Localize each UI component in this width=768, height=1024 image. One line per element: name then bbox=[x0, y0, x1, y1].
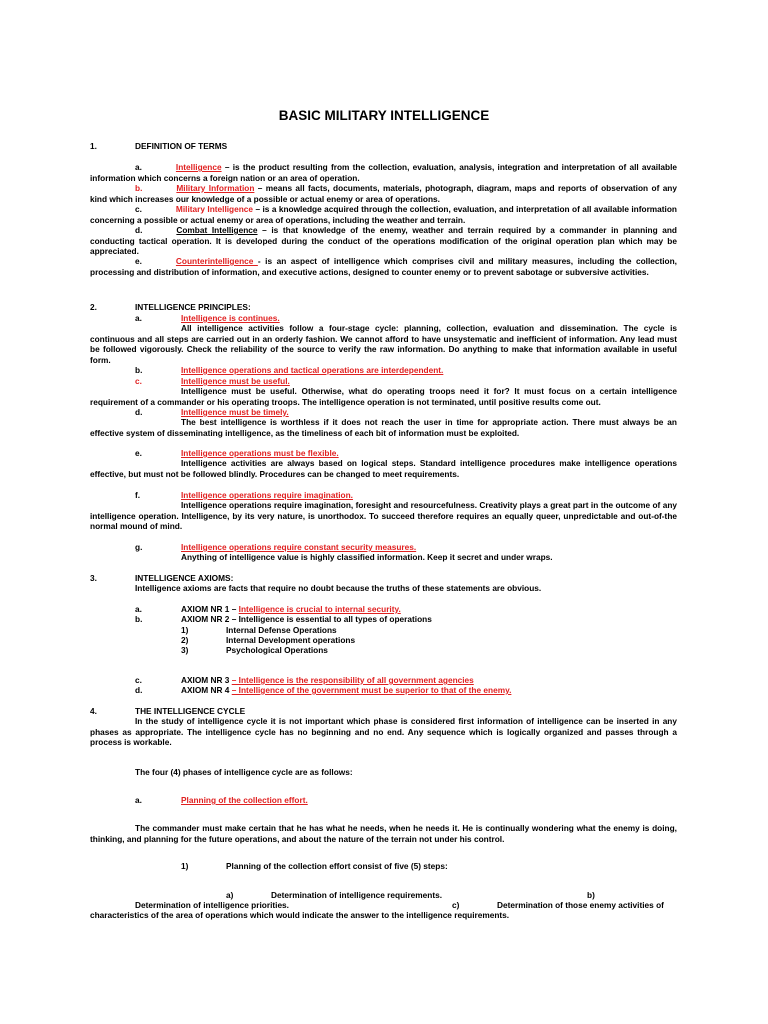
axiom-3-title: – Intelligence is the responsibility of all government agencies bbox=[231, 675, 474, 685]
principle-f-text: Intelligence operations require imagination, foresight and resourcefulness. Creativity plays a great part in the outcome of any intelligence operation. Intelligence, by its very nature, is unorthodox. To succeed therefore requires an equally queer, unpredictable and out-of-the normal mound of mind. bbox=[90, 500, 677, 531]
step-1-num: 1) bbox=[181, 861, 189, 871]
step-c-text-start: Determination of those enemy activities of bbox=[497, 900, 664, 910]
item-letter: b. bbox=[135, 183, 143, 193]
axiom-4: AXIOM NR 4 – Intelligence of the government must be superior to that of the enemy. bbox=[181, 685, 512, 695]
section-3-heading: INTELLIGENCE AXIOMS: bbox=[135, 573, 234, 583]
axiom-2-sub-1-num: 1) bbox=[181, 625, 189, 635]
principle-e-letter: e. bbox=[135, 448, 142, 458]
section-2-number: 2. bbox=[90, 302, 97, 312]
definition-a bbox=[90, 162, 677, 183]
principle-g-text: Anything of intelligence value is highly classified information. Keep it secret and under wraps. bbox=[181, 552, 553, 562]
principle-a-letter: a. bbox=[135, 313, 142, 323]
principle-f-letter: f. bbox=[135, 490, 141, 500]
principle-a-title: Intelligence is continues. bbox=[181, 313, 280, 323]
term-combat-intelligence: Combat Intelligence bbox=[176, 225, 258, 235]
definition-text: – is that knowledge of the enemy, weather and terrain required by a commander in planning and conducting tactical operation. It is developed during the conduct of the operations modification of the original operation plan which may be appreciated. bbox=[90, 225, 677, 256]
axiom-b-letter: b. bbox=[135, 614, 143, 624]
item-letter: d. bbox=[135, 225, 143, 235]
principle-c-text: Intelligence must be useful. Otherwise, what do operating troops need it for? It must focus on a certain intelligence requirement of a commander or his operating troops. The intelligence operation is not terminated, until positive results come out. bbox=[90, 386, 677, 407]
axiom-1: AXIOM NR 1 – Intelligence is crucial to internal security. bbox=[181, 604, 401, 614]
axiom-4-title: – Intelligence of the government must be superior to that of the enemy. bbox=[231, 685, 512, 695]
cycle-intro: In the study of intelligence cycle it is not important which phase is considered first information of intelligence can be inserted in any phases as appropriate. The intelligence cycle has no beginning and no end. Any sequence which is logically organized and passes through a process is workable. bbox=[90, 716, 677, 747]
definition-text: – is the product resulting from the collection, evaluation, analysis, integration and interpretation of all available information which concerns a foreign nation or an area of operation. bbox=[90, 162, 677, 183]
section-1-number: 1. bbox=[90, 141, 97, 151]
term-intelligence: Intelligence bbox=[175, 162, 222, 172]
section-3-number: 3. bbox=[90, 573, 97, 583]
item-letter: c. bbox=[135, 204, 142, 214]
step-a-text: Determination of intelligence requirements. bbox=[271, 890, 443, 900]
axiom-2-sub-2: Internal Development operations bbox=[226, 635, 356, 645]
principle-d-letter: d. bbox=[135, 407, 143, 417]
principle-b-letter: b. bbox=[135, 365, 143, 375]
section-4-number: 4. bbox=[90, 706, 97, 716]
cycle-phases: The four (4) phases of intelligence cycle are as follows: bbox=[135, 767, 353, 777]
definition-text: – means all facts, documents, materials, photograph, diagram, maps and reports of observation of any kind which increases our knowledge of a possible or actual enemy or area of operations. bbox=[90, 183, 677, 204]
step-c-label: c) bbox=[452, 900, 460, 910]
principle-g-letter: g. bbox=[135, 542, 143, 552]
step-b-text: Determination of intelligence priorities. bbox=[135, 900, 289, 910]
step-1-text: Planning of the collection effort consist of five (5) steps: bbox=[226, 861, 448, 871]
principle-c-letter: c. bbox=[135, 376, 142, 386]
axiom-a-letter: a. bbox=[135, 604, 142, 614]
axioms-intro: Intelligence axioms are facts that require no doubt because the truths of these statements are obvious. bbox=[135, 583, 542, 593]
principle-e-title: Intelligence operations must be flexible. bbox=[181, 448, 339, 458]
step-a-label: a) bbox=[226, 890, 234, 900]
commander-paragraph: The commander must make certain that he has what he needs, when he needs it. He is continually wondering what the enemy is doing, thinking, and planning for the future operations, and about the nature of the terrain not under his control. bbox=[90, 823, 677, 844]
step-c-text: characteristics of the area of operations which would indicate the answer to the intelligence requirements. bbox=[90, 910, 510, 920]
principle-f-title: Intelligence operations require imagination. bbox=[181, 490, 353, 500]
item-letter: a. bbox=[135, 162, 142, 172]
axiom-d-letter: d. bbox=[135, 685, 143, 695]
section-1-heading: DEFINITION OF TERMS bbox=[135, 141, 228, 151]
axiom-2-sub-2-num: 2) bbox=[181, 635, 189, 645]
principle-b-title: Intelligence operations and tactical operations are interdependent. bbox=[181, 365, 444, 375]
definition-b bbox=[90, 183, 677, 204]
principle-d-title: Intelligence must be timely. bbox=[181, 407, 289, 417]
axiom-1-title: Intelligence is crucial to internal security. bbox=[238, 604, 401, 614]
axiom-2-sub-3: Psychological Operations bbox=[226, 645, 328, 655]
axiom-2-sub-1: Internal Defense Operations bbox=[226, 625, 337, 635]
document-title: BASIC MILITARY INTELLIGENCE bbox=[278, 108, 490, 123]
term-counterintelligence: Counterintelligence bbox=[175, 256, 258, 266]
definition-text: - is an aspect of intelligence which comprises civil and military measures, including the collection, processing and distribution of information, and executive actions, designed to counter enemy or to prevent sabotage or subversive activities. bbox=[90, 256, 677, 277]
definition-text: – is a knowledge acquired through the collection, evaluation, and interpretation of all available information concerning a possible or actual enemy or area of operations, including the weather and terrain. bbox=[90, 204, 677, 225]
principle-a-text: All intelligence activities follow a four-stage cycle: planning, collection, evaluation and dissemination. The cycle is continuous and all steps are carried out in an orderly fashion. We cannot afford to have unsystematic and inefficient of information. Any lead must be followed vigorously. Check the reliability of the source to verify the raw information. Do anything to make that information available in useful form. bbox=[90, 323, 677, 365]
section-4-heading: THE INTELLIGENCE CYCLE bbox=[135, 706, 246, 716]
phase-a-title: Planning of the collection effort. bbox=[181, 795, 308, 805]
step-b-label: b) bbox=[587, 890, 595, 900]
term-military-information: Military Information bbox=[176, 183, 255, 193]
axiom-c-letter: c. bbox=[135, 675, 142, 685]
axiom-2-sub-3-num: 3) bbox=[181, 645, 189, 655]
axiom-3: AXIOM NR 3 – Intelligence is the responsibility of all government agencies bbox=[181, 675, 474, 685]
section-2-heading: INTELLIGENCE PRINCIPLES: bbox=[135, 302, 251, 312]
principle-d-text: The best intelligence is worthless if it does not reach the user in time for appropriate action. There must always be an effective system of disseminating intelligence, as the timeliness of each bit of information must be exploited. bbox=[90, 417, 677, 438]
phase-a-letter: a. bbox=[135, 795, 142, 805]
axiom-2: AXIOM NR 2 – Intelligence is essential to all types of operations bbox=[181, 614, 432, 624]
principle-g-title: Intelligence operations require constant security measures. bbox=[181, 542, 417, 552]
principle-c-title: Intelligence must be useful. bbox=[181, 376, 290, 386]
definition-e bbox=[90, 256, 677, 277]
definition-c bbox=[90, 204, 677, 225]
item-letter: e. bbox=[135, 256, 142, 266]
term-military-intelligence: Military Intelligence bbox=[175, 204, 254, 214]
definition-d bbox=[90, 225, 677, 257]
principle-e-text: Intelligence activities are always based on logical steps. Standard intelligence procedures make intelligence operations effective, but must not be followed blindly. Procedures can be changed to meet requirements. bbox=[90, 458, 677, 479]
